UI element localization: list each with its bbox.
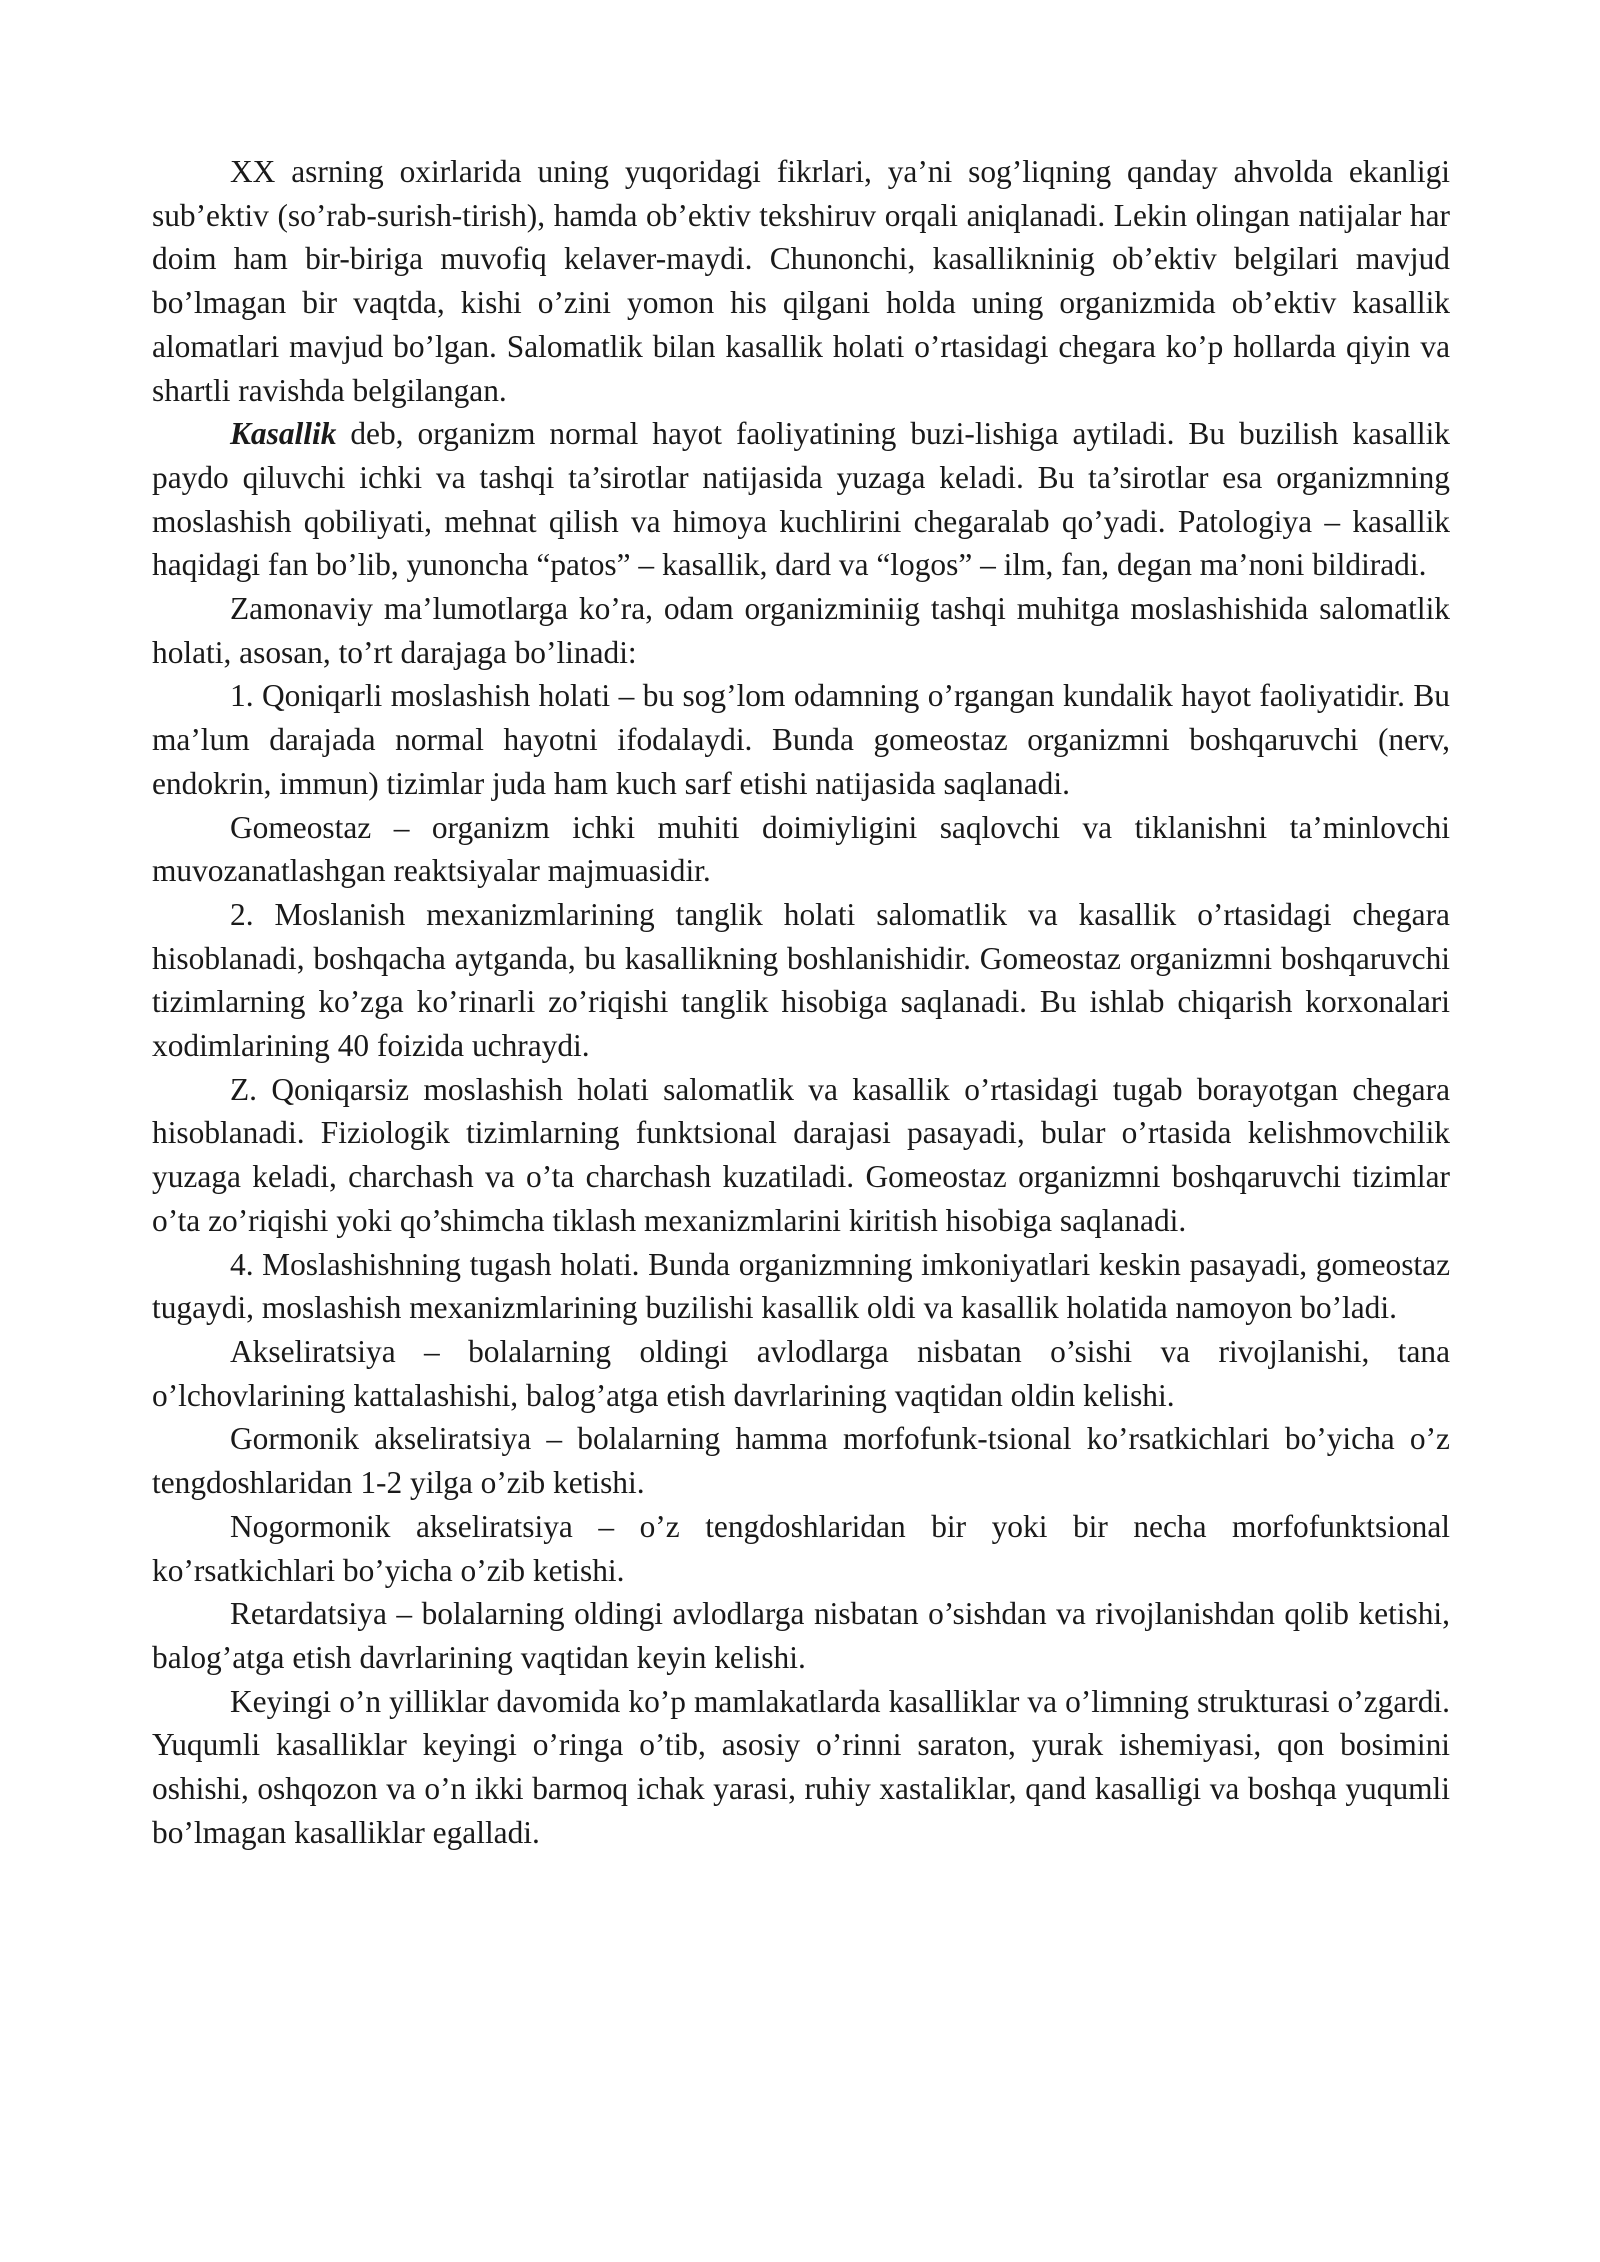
paragraph-adaptation-levels-intro: Zamonaviy ma’lumotlarga ko’ra, odam organizminiig tashqi muhitga moslashishida salomatlik holati, asosan, to’rt darajaga bo’linadi: (152, 591, 1450, 670)
paragraph-disharmonic-acceleration: Nogormonik akseliratsiya – o’z tengdoshlaridan bir yoki bir necha morfofunktsional ko’rsatkichlari bo’yicha o’zib ketishi. (152, 1508, 1450, 1588)
paragraph-health-assessment: XX asrning oxirlarida uning yuqoridagi fikrlari, ya’ni sog’liqning qanday ahvolda ekanligi sub’ektiv (so’rab-surish-tirish), hamda ob’ektiv tekshiruv orqali aniqlanadi. Lekin olingan natijalar har doim ham bir-biriga muvofiq kelaver-maydi. Chunonchi, kasallikninig ob’ektiv belgilari mavjud bo’lmagan bir vaqtda, kishi o’zini yomon his qilgani holda uning organizmida ob’ektiv kasallik alomatlari mavjud bo’lgan. Salomatlik bilan kasallik holati o’rtasidagi chegara ko’p hollarda qiyin va shartli ravishda belgilangan. (152, 154, 1450, 408)
paragraph-disease-structure: Keyingi o’n yilliklar davomida ko’p mamlakatlarda kasalliklar va o’limning strukturasi o’zgardi. Yuqumli kasalliklar keyingi o’ringa o’tib, asosiy o’rinni saraton, yurak ishemiyasi, qon bosimini oshishi, oshqozon va o’n ikki barmoq ichak yarasi, ruhiy xastaliklar, qand kasalligi va boshqa yuqumli bo’lmagan kasalliklar egalladi. (152, 1683, 1450, 1850)
paragraph-level-2: 2. Moslanish mexanizmlarining tanglik holati salomatlik va kasallik o’rtasidagi chegara hisoblanadi, boshqacha aytganda, bu kasallikning boshlanishidir. Gomeostaz organizmni boshqaruvchi tizimlarning ko’zga ko’rinarli zo’riqishi tanglik hisobiga saqlanadi. Bu ishlab chiqarish korxonalari xodimlarining 40 foizida uchraydi. (152, 896, 1450, 1064)
paragraph-disease-definition-text: deb, organizm normal hayot faoliyatining buzi-lishiga aytiladi. Bu buzilish kasallik paydo qiluvchi ichki va tashqi ta’sirotlar natijasida yuzaga keladi. Bu ta’sirotlar esa organizmning moslashish qobiliyati, mehnat qilish va himoya kuchlirini chegaralab qo’yadi. Patologiya – kasallik haqidagi fan bo’lib, yunoncha “patos” – kasallik, dard va “logos” – ilm, fan, degan ma’noni bildiradi. (152, 416, 1450, 583)
paragraph-acceleration: Akseliratsiya – bolalarning oldingi avlodlarga nisbatan o’sishi va rivojlanishi, tana o’lchovlarining kattalashishi, balog’atga etish davrlarining vaqtidan oldin kelishi. (152, 1333, 1450, 1413)
paragraph-harmonic-acceleration: Gormonik akseliratsiya – bolalarning hamma morfofunk-tsional ko’rsatkichlari bo’yicha o’z tengdoshlaridan 1-2 yilga o’zib ketishi. (152, 1421, 1450, 1501)
term-kasallik: Kasallik (230, 416, 337, 452)
paragraph-level-3: Z. Qoniqarsiz moslashish holati salomatlik va kasallik o’rtasidagi tugab borayotgan chegara hisoblanadi. Fiziologik tizimlarning funktsional darajasi pasayadi, bular o’rtasida kelishmovchilik yuzaga keladi, charchash va o’ta charchash kuzatiladi. Gomeostaz organizmni boshqaruvchi tizimlar o’ta zo’riqishi yoki qo’shimcha tiklash mexanizmlarini kiritish hisobiga saqlanadi. (152, 1071, 1450, 1238)
paragraph-level-4: 4. Moslashishning tugash holati. Bunda organizmning imkoniyatlari keskin pasayadi, gomeostaz tugaydi, moslashish mexanizmlarining buzilishi kasallik oldi va kasallik holatida namoyon bo’ladi. (152, 1246, 1450, 1326)
document-page (152, 150, 1450, 1854)
paragraph-level-1: 1. Qoniqarli moslashish holati – bu sog’lom odamning o’rgangan kundalik hayot faoliyatidir. Bu ma’lum darajada normal hayotni ifodalaydi. Bunda gomeostaz organizmni boshqaruvchi (nerv, endokrin, immun) tizimlar juda ham kuch sarf etishi natijasida saqlanadi. (152, 678, 1450, 801)
paragraph-disease-definition (152, 412, 1450, 587)
paragraph-homeostasis-definition: Gomeostaz – organizm ichki muhiti doimiyligini saqlovchi va tiklanishni ta’minlovchi muvozanatlashgan reaktsiyalar majmuasidir. (152, 809, 1450, 889)
paragraph-retardation: Retardatsiya – bolalarning oldingi avlodlarga nisbatan o’sishdan va rivojlanishdan qolib ketishi, balog’atga etish davrlarining vaqtidan keyin kelishi. (152, 1596, 1450, 1675)
